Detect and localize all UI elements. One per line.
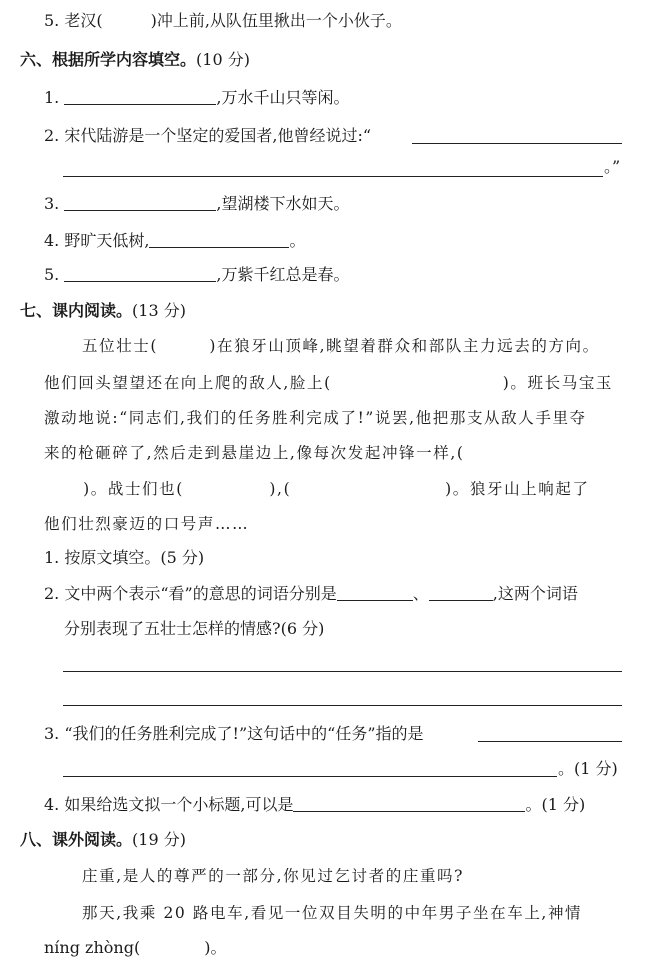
passage-line: 激动地说:“同志们,我们的任务胜利完成了!”说罢,他把那支从敌人手里夺 xyxy=(44,409,587,427)
sec7-question-4-text: 4. 如果给选文拟一个小标题,可以是 xyxy=(44,795,294,814)
sec6-item-3-num: 3. xyxy=(44,194,60,213)
sec7-question-2-text-b: ,这两个词语 xyxy=(492,584,578,603)
q5-item-5: 5. 老汉( )冲上前,从队伍里揪出一个小伙子。 xyxy=(44,11,402,30)
section-6-heading xyxy=(20,49,250,71)
answer-blank[interactable] xyxy=(64,88,216,105)
sec7-question-4 xyxy=(44,794,585,816)
section-6-title: 六、根据所学内容填空。 xyxy=(20,50,197,69)
section-7-title: 七、课内阅读。 xyxy=(20,301,133,320)
answer-line[interactable] xyxy=(63,705,622,706)
answer-line[interactable] xyxy=(63,776,557,777)
section-6-score: (10 分) xyxy=(196,50,250,69)
sec6-item-2-text: 2. 宋代陆游是一个坚定的爱国者,他曾经说过:“ xyxy=(44,126,372,145)
sec6-item-2 xyxy=(44,125,371,147)
answer-blank[interactable] xyxy=(149,231,289,248)
reading-line: 那天,我乘 20 路电车,看见一位双目失明的中年男子坐在车上,神情 xyxy=(82,904,583,922)
answer-line[interactable] xyxy=(478,741,622,742)
answer-blank[interactable] xyxy=(64,194,216,211)
passage-line: 五位壮士( )在狼牙山顶峰,眺望着群众和部队主力远去的方向。 xyxy=(82,337,600,355)
sec6-item-5-num: 5. xyxy=(44,265,60,284)
sec6-item-1-text: ,万水千山只等闲。 xyxy=(216,88,350,107)
sec7-question-2 xyxy=(44,583,578,605)
sec6-item-3-text: ,望湖楼下水如天。 xyxy=(216,194,350,213)
sec6-item-1 xyxy=(44,87,349,109)
section-7-score: (13 分) xyxy=(132,301,186,320)
section-8-score: (19 分) xyxy=(132,830,186,849)
section-8-title: 八、课外阅读。 xyxy=(20,830,133,849)
pinyin-blank-line: níng zhòng( )。 xyxy=(44,938,227,957)
sec6-item-5-text: ,万紫千红总是春。 xyxy=(216,265,350,284)
answer-blank[interactable] xyxy=(293,795,525,812)
sec6-item-4-end: 。 xyxy=(289,231,306,250)
section-8-heading xyxy=(20,829,186,851)
sec7-question-2-cont: 分别表现了五壮士怎样的情感?(6 分) xyxy=(64,619,325,638)
sec6-item-5 xyxy=(44,264,349,286)
sec6-item-4 xyxy=(44,230,305,252)
answer-blank[interactable] xyxy=(337,584,413,601)
passage-line: 他们回头望望还在向上爬的敌人,脸上( )。班长马宝玉 xyxy=(44,374,614,392)
passage-line: )。战士们也( ),( )。狼牙山上响起了 xyxy=(66,480,590,498)
answer-line[interactable] xyxy=(63,176,603,177)
reading-line: 庄重,是人的尊严的一部分,你见过乞讨者的庄重吗? xyxy=(82,867,465,885)
sec7-question-3: 3. “我们的任务胜利完成了!”这句话中的“任务”指的是 xyxy=(44,724,424,743)
sec7-question-2-text: 2. 文中两个表示“看”的意思的词语分别是 xyxy=(44,584,337,603)
answer-blank[interactable] xyxy=(64,265,216,282)
sec6-item-3 xyxy=(44,193,349,215)
sec7-question-3-score: 。(1 分) xyxy=(558,759,618,778)
sec7-question-2-sep: 、 xyxy=(412,584,429,603)
answer-blank[interactable] xyxy=(429,584,493,601)
section-7-heading xyxy=(20,300,186,322)
sec7-question-4-score: 。(1 分) xyxy=(525,795,586,814)
answer-line[interactable] xyxy=(412,143,622,144)
sec6-item-1-num: 1. xyxy=(44,88,60,107)
answer-line[interactable] xyxy=(63,671,622,672)
sec6-item-4-text: 4. 野旷天低树, xyxy=(44,231,150,250)
sec7-question-1: 1. 按原文填空。(5 分) xyxy=(44,548,205,567)
passage-line: 他们壮烈豪迈的口号声…… xyxy=(44,515,250,533)
sec6-item-2-end: 。” xyxy=(604,157,621,176)
passage-line: 来的枪砸碎了,然后走到悬崖边上,像每次发起冲锋一样,( xyxy=(44,444,465,462)
